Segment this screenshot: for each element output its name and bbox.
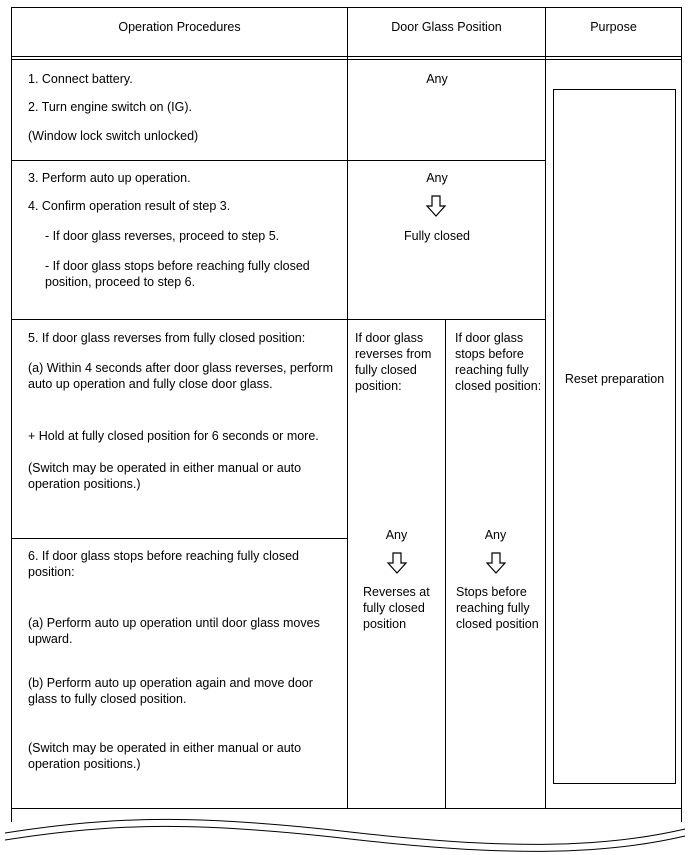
step-5-hold: + Hold at fully closed position for 6 seconds or more. [28, 429, 319, 443]
step-2: 2. Turn engine switch on (IG). [28, 100, 192, 114]
step-5-switch-note: (Switch may be operated in either manual or auto operation positions.) [28, 461, 302, 491]
wavy-break-line [0, 815, 690, 855]
section1-position: Any [426, 72, 448, 86]
purpose-label: Reset preparation [564, 372, 665, 386]
step-6-switch-note: (Switch may be operated in either manual or auto operation positions.) [28, 741, 302, 771]
down-arrow-icon [426, 195, 446, 217]
header-purpose: Purpose [590, 20, 637, 34]
step-4-reverse-note: - If door glass reverses, proceed to step 5. [45, 229, 280, 243]
position-right-from: Any [484, 528, 507, 542]
step-1: 1. Connect battery. [28, 72, 133, 86]
position-right-to: Stops before reaching fully closed position [456, 585, 539, 631]
step-6a: (a) Perform auto up operation until door glass moves upward. [28, 616, 320, 646]
down-arrow-icon [387, 552, 407, 574]
position-left-to: Reverses at fully closed position [363, 585, 430, 631]
section2-position-to: Fully closed [404, 229, 470, 243]
section2-position-from: Any [426, 171, 448, 185]
purpose-box [553, 89, 676, 784]
header-door-glass-position: Door Glass Position [391, 20, 502, 34]
header-operation-procedures: Operation Procedures [118, 20, 241, 34]
step-4-stop-note: - If door glass stops before reaching fully closed position, proceed to step 6. [45, 259, 310, 289]
step-2-note: (Window lock switch unlocked) [28, 129, 199, 143]
position-right-label: If door glass stops before reaching fully closed position: [455, 331, 542, 393]
position-left-label: If door glass reverses from fully closed position: [355, 331, 432, 393]
position-left-from: Any [385, 528, 408, 542]
step-6: 6. If door glass stops before reaching fully closed position: [28, 549, 299, 579]
down-arrow-icon [486, 552, 506, 574]
step-5: 5. If door glass reverses from fully closed position: [28, 331, 306, 345]
step-4: 4. Confirm operation result of step 3. [28, 199, 231, 213]
step-6b: (b) Perform auto up operation again and move door glass to fully closed position. [28, 676, 313, 706]
step-5a: (a) Within 4 seconds after door glass reverses, perform auto up operation and fully close door glass. [28, 361, 333, 391]
step-3: 3. Perform auto up operation. [28, 171, 191, 185]
